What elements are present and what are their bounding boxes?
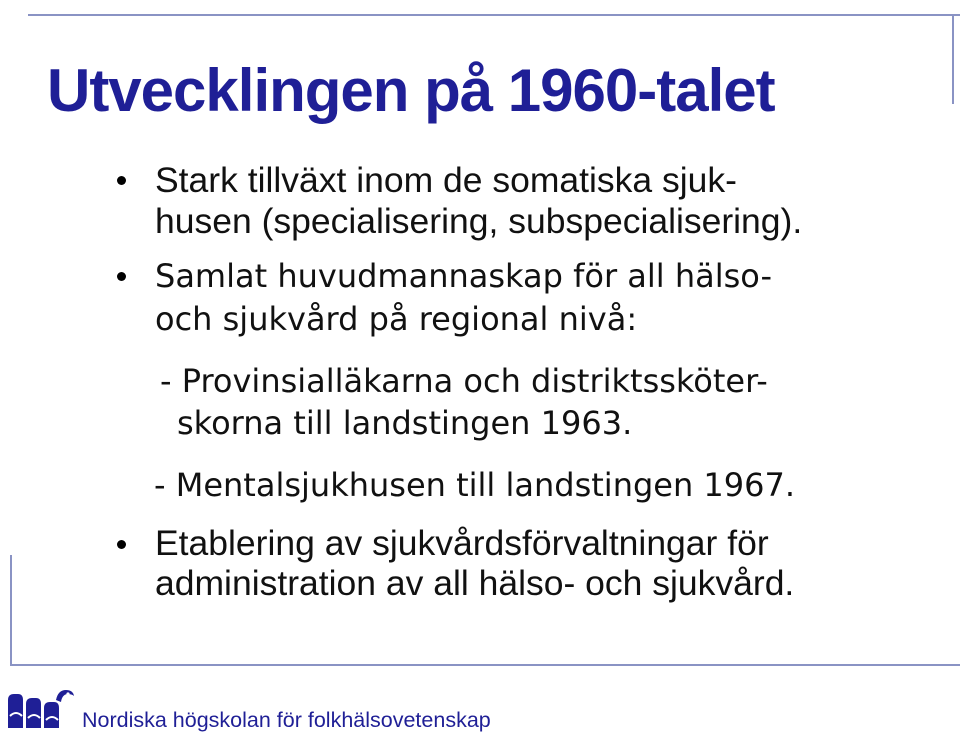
bullet-1-line-2: husen (specialisering, subspecialisering).: [155, 201, 803, 241]
sub-item-1-line-2: skorna till landstingen 1963.: [177, 404, 633, 442]
bullet-dot: [117, 540, 126, 549]
frame-bottom-line: [10, 664, 960, 666]
slide-title: Utvecklingen på 1960-talet: [47, 57, 775, 124]
frame-top-line: [28, 14, 960, 16]
bullet-2-line-2: och sjukvård på regional nivå:: [155, 300, 638, 338]
bullet-3-line-1: Etablering av sjukvårdsförvaltningar för: [155, 523, 769, 563]
frame-left-line: [10, 555, 12, 665]
sub-item-2-line-1: - Mentalsjukhusen till landstingen 1967.: [154, 466, 796, 504]
nhv-logo-icon: [6, 686, 76, 730]
bullet-dot: [117, 272, 126, 281]
bullet-3-line-2: administration av all hälso- och sjukvård.: [155, 563, 795, 603]
footer-institution-name: Nordiska högskolan för folkhälsovetenskap: [82, 708, 491, 732]
bullet-2-line-1: Samlat huvudmannaskap för all hälso-: [155, 257, 772, 295]
bullet-1-line-1: Stark tillväxt inom de somatiska sjuk-: [155, 160, 737, 200]
sub-item-1-line-1: - Provinsialläkarna och distriktssköter-: [160, 362, 768, 400]
frame-right-line: [952, 14, 954, 104]
bullet-dot: [117, 176, 126, 185]
